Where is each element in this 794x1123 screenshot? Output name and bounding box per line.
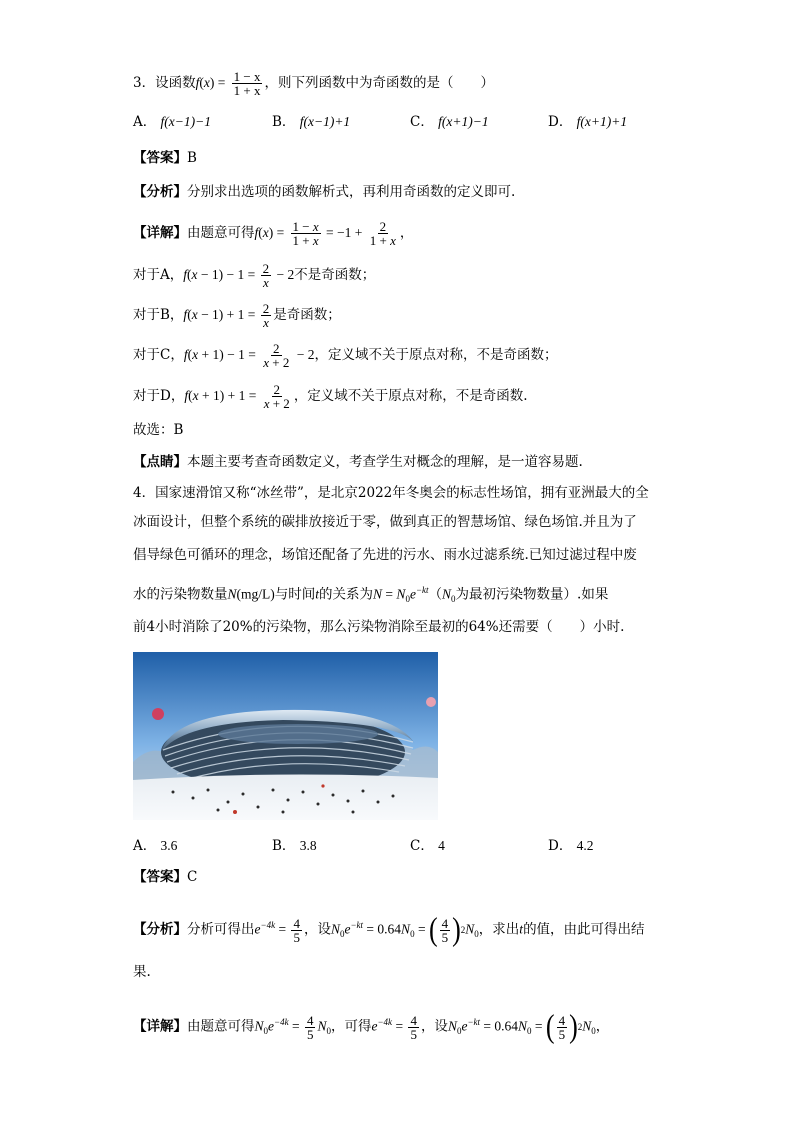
option-label: A． bbox=[133, 838, 157, 854]
q4-detail: 【详解】由题意可得$N_0e^{-4k}$ = $\frac{4}{5}$ $N_0$，可得$e^{-4k}$ = $\frac{4}{5}$ ，设$N_0e^{-kt} = 0.64N_0$ = ( $\frac{4}{5}$ ) 2 $N_0$， bbox=[133, 1008, 610, 1045]
detail-text: ， bbox=[595, 1018, 610, 1035]
option-value: 4.2 bbox=[576, 838, 594, 853]
q3-fraction bbox=[232, 70, 263, 97]
option-expr: f(x−1)+1 bbox=[299, 114, 351, 129]
q4-line-5 bbox=[133, 617, 624, 637]
choose-text: 故选：B bbox=[133, 422, 184, 438]
q3-frac-num: 1 − x bbox=[233, 69, 261, 84]
q3-case-a: 对于A，f(x − 1) − 1 = $\frac{2}{x}$ − 2不是奇函数； bbox=[133, 261, 376, 290]
option-expr: f(x+1)−1 bbox=[438, 114, 489, 129]
case-suffix: 不是奇函数； bbox=[294, 267, 376, 283]
comment-tag: 【点睛】 bbox=[133, 454, 187, 470]
q3-analysis bbox=[133, 182, 515, 202]
analysis-text: 分析可得出 bbox=[187, 921, 255, 938]
q3-option-a bbox=[133, 112, 211, 132]
comment-text: 本题主要考查奇函数定义，考查学生对概念的理解，是一道容易题. bbox=[187, 454, 583, 470]
q3-case-d: 对于D，f(x + 1) + 1 = $\frac{2}{x + 2}$ ，定义域不关于原点对称，不是奇函数. bbox=[133, 382, 528, 411]
q4-text: 冰面设计，但整个系统的碳排放接近于零，做到真正的智慧场馆、绿色场馆.并且为了 bbox=[133, 514, 637, 530]
detail-text: 由题意可得 bbox=[187, 225, 255, 241]
case-prefix: 对于A， bbox=[133, 267, 184, 283]
answer-tag: 【答案】 bbox=[133, 869, 187, 885]
option-value: 3.6 bbox=[160, 838, 178, 853]
q4-line-4: 水的污染物数量N(mg/L)与时间t的关系为$N = N_0e^{-kt}(N_0$为最初污染物数量）.如果 bbox=[133, 585, 609, 605]
option-label: D． bbox=[548, 838, 573, 854]
detail-text: 由题意可得 bbox=[187, 1018, 255, 1035]
option-label: B． bbox=[272, 838, 296, 854]
q4-answer bbox=[133, 867, 197, 887]
answer-tag: 【答案】 bbox=[133, 150, 187, 166]
option-label: D． bbox=[548, 114, 573, 130]
q3-option-c bbox=[410, 112, 489, 132]
case-suffix: ，定义域不关于原点对称，不是奇函数； bbox=[314, 347, 558, 363]
q4-option-c bbox=[410, 836, 445, 856]
analysis-text: ，求出 bbox=[478, 921, 520, 938]
q3-stem: 3．设函数f(x) = $\frac{1 - x}{1 + x}$ ，则下列函数中为奇函数的是（ ） bbox=[133, 69, 494, 98]
stadium-photo bbox=[133, 652, 438, 820]
option-label: C． bbox=[410, 838, 434, 854]
analysis-text: ，设 bbox=[303, 921, 331, 938]
detail-text: ，设 bbox=[420, 1018, 448, 1035]
q4-option-b bbox=[272, 836, 317, 856]
q4-text: 的关系为 bbox=[319, 586, 374, 603]
case-suffix: 是奇函数； bbox=[273, 307, 341, 323]
option-expr: f(x−1)−1 bbox=[160, 114, 212, 129]
q3-suffix: ，则下列函数中为奇函数的是（ ） bbox=[264, 75, 494, 91]
case-prefix: 对于B， bbox=[133, 307, 184, 323]
q3-comment bbox=[133, 452, 583, 472]
q3-answer bbox=[133, 148, 197, 168]
q4-line-2 bbox=[133, 512, 637, 532]
option-label: A． bbox=[133, 114, 157, 130]
q3-prefix: 3．设函数 bbox=[133, 75, 196, 91]
q4-option-d bbox=[548, 836, 594, 856]
q4-text: 为最初污染物数量）.如果 bbox=[455, 586, 609, 603]
q4-option-a bbox=[133, 836, 177, 856]
detail-tag: 【详解】 bbox=[133, 225, 187, 241]
q3-frac-den: 1 + x bbox=[233, 83, 261, 98]
q3-choose bbox=[133, 420, 183, 440]
unit: (mg/L) bbox=[236, 586, 275, 602]
q3-case-c: 对于C，f(x + 1) − 1 = $\frac{2}{x + 2}$ − 2，定义域不关于原点对称，不是奇函数； bbox=[133, 341, 558, 370]
q4-text: 前4小时消除了20%的污染物，那么污染物消除至最初的64%还需要（ ）小时. bbox=[133, 619, 625, 635]
q4-analysis: 【分析】分析可得出$e^{-4k}$ = $\frac{4}{5}$ ，设$N_0e^{-kt} = 0.64N_0$ = ( $\frac{4}{5}$ ) 2 $N_0$，求出t的值，由此可得出结 bbox=[133, 911, 645, 948]
q4-text: 4．国家速滑馆又称“冰丝带”，是北京2022年冬奥会的标志性场馆，拥有亚洲最大的全 bbox=[133, 485, 649, 501]
q3-option-d bbox=[548, 112, 627, 132]
case-prefix: 对于D， bbox=[133, 388, 185, 404]
option-expr: f(x+1)+1 bbox=[576, 114, 628, 129]
option-label: C． bbox=[410, 114, 434, 130]
q3-detail: 【详解】由题意可得f(x) = $\frac{1 - x}{1 + x}$ = −1 + $\frac{2}{1 + x}$ ， bbox=[133, 219, 414, 248]
q4-text: 倡导绿色可循环的理念，场馆还配备了先进的污水、雨水过滤系统.已知过滤过程中废 bbox=[133, 547, 637, 563]
answer-value: B bbox=[187, 150, 197, 166]
q4-text: 与时间 bbox=[274, 586, 316, 603]
analysis-tag: 【分析】 bbox=[133, 184, 187, 200]
case-suffix: ，定义域不关于原点对称，不是奇函数. bbox=[293, 388, 528, 404]
answer-value: C bbox=[187, 869, 198, 885]
q3-option-b bbox=[272, 112, 350, 132]
option-label: B． bbox=[272, 114, 296, 130]
q4-text: （ bbox=[428, 586, 443, 603]
analysis-text: 分别求出选项的函数解析式，再利用奇函数的定义即可. bbox=[187, 184, 516, 200]
option-value: 4 bbox=[438, 838, 445, 853]
option-value: 3.8 bbox=[299, 838, 317, 853]
case-prefix: 对于C， bbox=[133, 347, 184, 363]
analysis-tag: 【分析】 bbox=[133, 921, 187, 938]
detail-end: ， bbox=[399, 225, 414, 241]
q4-text: 水的污染物数量 bbox=[133, 586, 228, 603]
q4-analysis-cont bbox=[133, 962, 151, 982]
q3-case-b: 对于B，f(x − 1) + 1 = $\frac{2}{x}$ 是奇函数； bbox=[133, 301, 341, 330]
q4-line-1 bbox=[133, 483, 649, 503]
analysis-text: 的值，由此可得出结 bbox=[523, 921, 645, 938]
detail-text: ，可得 bbox=[330, 1018, 372, 1035]
detail-tag: 【详解】 bbox=[133, 1018, 187, 1035]
q4-line-3 bbox=[133, 545, 637, 565]
analysis-text: 果. bbox=[133, 964, 151, 980]
